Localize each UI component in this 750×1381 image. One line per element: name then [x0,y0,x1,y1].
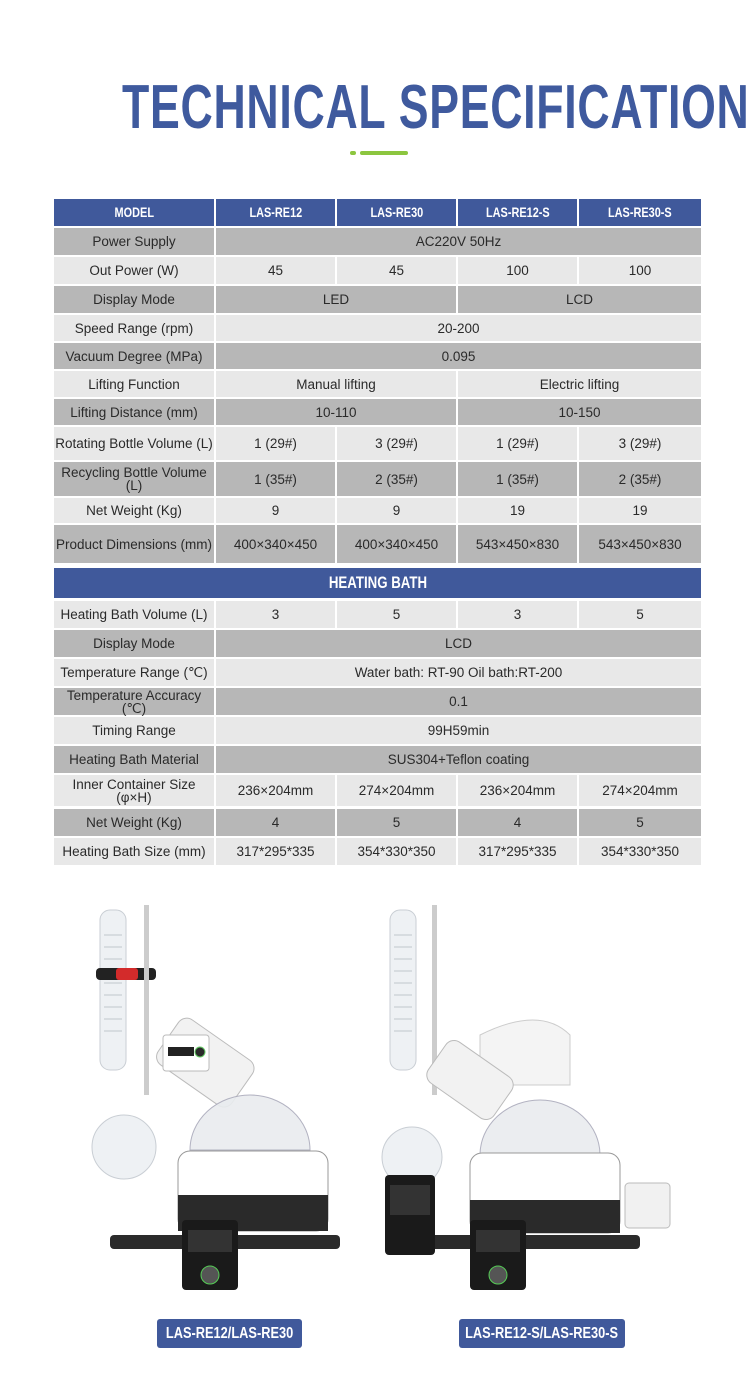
row-value-text: 400×340×450 [233,536,318,552]
row-value-text: 543×450×830 [598,536,682,552]
row-label [54,286,214,313]
table-row [54,315,701,341]
row-value-text: LCD [444,636,472,651]
table-row [54,498,701,523]
row-label [54,257,214,284]
row-label [54,838,214,865]
table-row [54,257,701,284]
row-value [216,838,335,865]
row-value-text: 5 [636,607,644,622]
table-row [54,601,701,628]
row-value [216,315,701,341]
model-column-header [216,199,335,226]
row-value [458,399,701,425]
table-row [54,286,701,313]
row-value-text: Electric lifting [539,376,620,392]
row-label [54,399,214,425]
model-column-header-text: LAS-RE12-S [485,204,550,220]
row-label [54,688,214,715]
row-value [337,525,456,563]
row-label [54,525,214,563]
row-value-text: Water bath: RT-90 Oil bath:RT-200 [354,665,563,680]
model-column-header [579,199,701,226]
row-label-text: Temperature Accuracy (℃) [66,687,202,716]
table-row [54,427,701,460]
row-value-text: 4 [271,815,280,830]
row-value-text: 45 [267,263,284,278]
row-value-text: 2 (35#) [618,471,662,487]
row-value [579,601,701,628]
row-label-text: Vacuum Degree (MPa) [65,348,203,364]
row-value-text: 9 [271,503,280,518]
row-label [54,809,214,836]
row-value [216,228,701,255]
row-label [54,659,214,686]
model-column-header-text: LAS-RE30 [370,204,423,220]
row-value-text: 4 [513,815,522,830]
row-label-text: Net Weight (Kg) [86,815,182,830]
row-value [216,601,335,628]
row-value [216,809,335,836]
row-value [216,286,456,313]
row-label-text: Rotating Bottle Volume (L) [55,436,213,451]
table-row [54,630,701,657]
row-label [54,462,214,496]
row-value [216,630,701,657]
row-value-text: LCD [565,292,593,307]
row-value-text: 5 [636,815,644,830]
row-label-text: Heating Bath Volume (L) [60,607,208,622]
row-value [458,257,577,284]
row-value-text: 543×450×830 [475,536,560,552]
row-value-text: 10-150 [558,404,601,420]
row-value-text: 99H59min [427,723,490,738]
row-value [458,498,577,523]
row-value-text: 354*330*350 [600,844,680,859]
row-value [579,775,701,806]
row-value [458,775,577,806]
table-row [54,228,701,255]
row-value-text: 19 [509,503,526,518]
row-label [54,717,214,744]
row-label-text: Lifting Distance (mm) [70,404,198,420]
table-row [54,399,701,425]
product-image-las-re12-s [370,895,680,1295]
model-header [54,199,214,226]
row-value [216,371,456,397]
row-label [54,427,214,460]
row-value [337,498,456,523]
accent-line [360,151,408,155]
row-value [337,257,456,284]
row-value-text: Manual lifting [296,376,376,392]
table-row [54,343,701,369]
row-value [458,462,577,496]
row-label-text: Product Dimensions (mm) [55,536,213,552]
row-value [579,257,701,284]
row-value [337,775,456,806]
row-value-text: 10-110 [315,404,357,420]
table-row [54,525,701,563]
table-row [54,717,701,744]
row-value [337,601,456,628]
row-label-text: Speed Range (rpm) [74,320,194,336]
row-value-text: 400×340×450 [354,536,439,552]
row-label-text: Temperature Range (℃) [60,665,208,680]
row-label-text: Display Mode [93,292,175,307]
row-value-text: SUS304+Teflon coating [387,752,530,767]
accent-dot [350,151,356,155]
model-column-header-text: LAS-RE12 [249,204,302,220]
row-value [458,525,577,563]
row-value [579,525,701,563]
row-value-text: 317*295*335 [236,844,315,859]
row-value-text: 9 [392,503,401,518]
table-row [54,809,701,836]
row-value-text: LED [322,292,350,307]
row-value [216,525,335,563]
row-label [54,315,214,341]
row-value [216,746,701,773]
row-label-text: Recycling Bottle Volume (L) [61,465,207,493]
row-value [216,427,335,460]
row-value [458,286,701,313]
row-value [337,462,456,496]
row-value [579,498,701,523]
row-value [458,427,577,460]
model-header-text: MODEL [114,204,154,220]
row-value-text: 354*330*350 [357,844,436,859]
row-value-text: 3 [271,607,280,622]
row-value-text: 3 (29#) [375,436,418,451]
row-value-text: 1 (35#) [254,471,297,487]
table-header-row [54,199,701,226]
row-value [337,427,456,460]
row-value [216,775,335,806]
row-label-text: Lifting Function [88,376,180,392]
page-title: TECHNICAL SPECIFICATION [122,73,750,142]
model-column-header [337,199,456,226]
row-value [579,838,701,865]
row-value-text: 100 [628,263,652,278]
row-value-text: 5 [392,815,401,830]
row-value-text: 100 [506,263,529,278]
row-value [579,462,701,496]
row-value-text: 1 (29#) [254,436,297,451]
table-row [54,371,701,397]
row-value-text: 274×204mm [602,783,678,798]
row-value [458,809,577,836]
row-value [337,809,456,836]
row-label-text: Timing Range [92,723,176,738]
model-column-header-text: LAS-RE30-S [608,204,672,220]
row-value [579,427,701,460]
product-caption-las-re12-s: LAS-RE12-S/LAS-RE30-S [459,1319,625,1348]
row-value [216,462,335,496]
row-value [216,717,701,744]
table-row [54,775,701,806]
row-label [54,343,214,369]
row-label [54,228,214,255]
heating-bath-header: HEATING BATH [54,568,701,598]
product-image-las-re12 [60,895,360,1295]
row-value-text: AC220V 50Hz [415,234,502,249]
row-label [54,746,214,773]
table-row [54,838,701,865]
row-value-text: 317*295*335 [478,844,557,859]
model-column-header [458,199,577,226]
row-value-text: 0.1 [449,694,468,709]
row-label-text: Heating Bath Material [69,752,199,767]
row-label [54,371,214,397]
row-value-text: 236×204mm [237,783,314,798]
row-value [458,838,577,865]
table-row [54,746,701,773]
row-value-text: 1 (35#) [496,471,539,487]
row-label-text: Heating Bath Size (mm) [62,844,206,859]
row-label [54,498,214,523]
row-value [216,688,701,715]
row-value-text: 1 (29#) [496,436,539,451]
row-value [458,601,577,628]
row-value-text: 236×204mm [479,783,556,798]
row-value-text: 19 [632,503,648,518]
row-value [216,257,335,284]
row-value-text: 5 [392,607,401,622]
row-label-text: Display Mode [93,636,175,651]
row-value [458,371,701,397]
row-label [54,630,214,657]
row-value-text: 3 (29#) [618,436,662,451]
row-value-text: 45 [388,263,405,278]
row-label-text: Power Supply [92,234,176,249]
row-label [54,775,214,806]
row-value [216,399,456,425]
row-value-text: 2 (35#) [375,471,418,487]
table-row [54,659,701,686]
row-label [54,601,214,628]
row-value [216,498,335,523]
row-label-text: Inner Container Size (φ×H) [72,776,196,805]
row-value [216,343,701,369]
table-row [54,462,701,496]
row-value [337,838,456,865]
row-label-text: Net Weight (Kg) [86,503,182,518]
row-value-text: 20-200 [437,320,480,336]
table-row [54,688,701,715]
row-value-text: 274×204mm [358,783,435,798]
row-label-text: Out Power (W) [89,263,179,278]
row-value [216,659,701,686]
row-value [579,809,701,836]
product-caption-las-re12: LAS-RE12/LAS-RE30 [157,1319,302,1348]
row-value-text: 0.095 [441,348,476,364]
row-value-text: 3 [513,607,522,622]
